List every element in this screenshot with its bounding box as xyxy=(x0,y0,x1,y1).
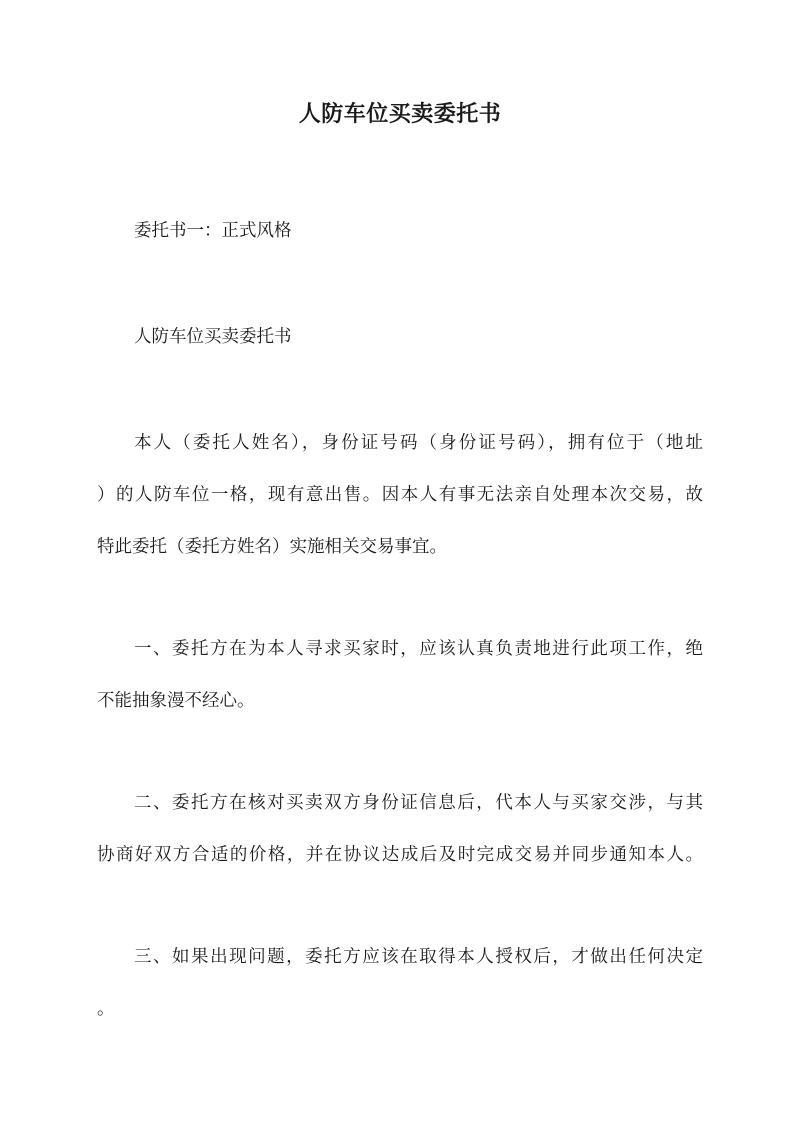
document-subtitle: 委托书一：正式风格 xyxy=(134,221,292,241)
paragraph-1-line-1: 本人（委托人姓名），身份证号码（身份证号码），拥有位于（地址 xyxy=(134,433,703,453)
paragraph-1-line-2: ）的人防车位一格，现有意出售。因本人有事无法亲自处理本次交易，故 xyxy=(97,485,703,505)
document-title: 人防车位买卖委托书 xyxy=(298,101,502,127)
paragraph-3-line-1: 二、委托方在核对买卖双方身份证信息后，代本人与买家交涉，与其 xyxy=(134,793,703,813)
paragraph-1-line-3: 特此委托（委托方姓名）实施相关交易事宜。 xyxy=(97,537,447,557)
paragraph-2-line-1: 一、委托方在为本人寻求买家时，应该认真负责地进行此项工作，绝 xyxy=(134,639,703,659)
paragraph-3-line-2: 协商好双方合适的价格，并在协议达成后及时完成交易并同步通知本人。 xyxy=(97,845,703,865)
paragraph-4-line-1: 三、如果出现问题，委托方应该在取得本人授权后，才做出任何决定 xyxy=(134,947,703,967)
paragraph-2-line-2: 不能抽象漫不经心。 xyxy=(97,691,255,711)
paragraph-4-line-2: 。 xyxy=(97,999,115,1019)
section-heading: 人防车位买卖委托书 xyxy=(134,327,292,347)
